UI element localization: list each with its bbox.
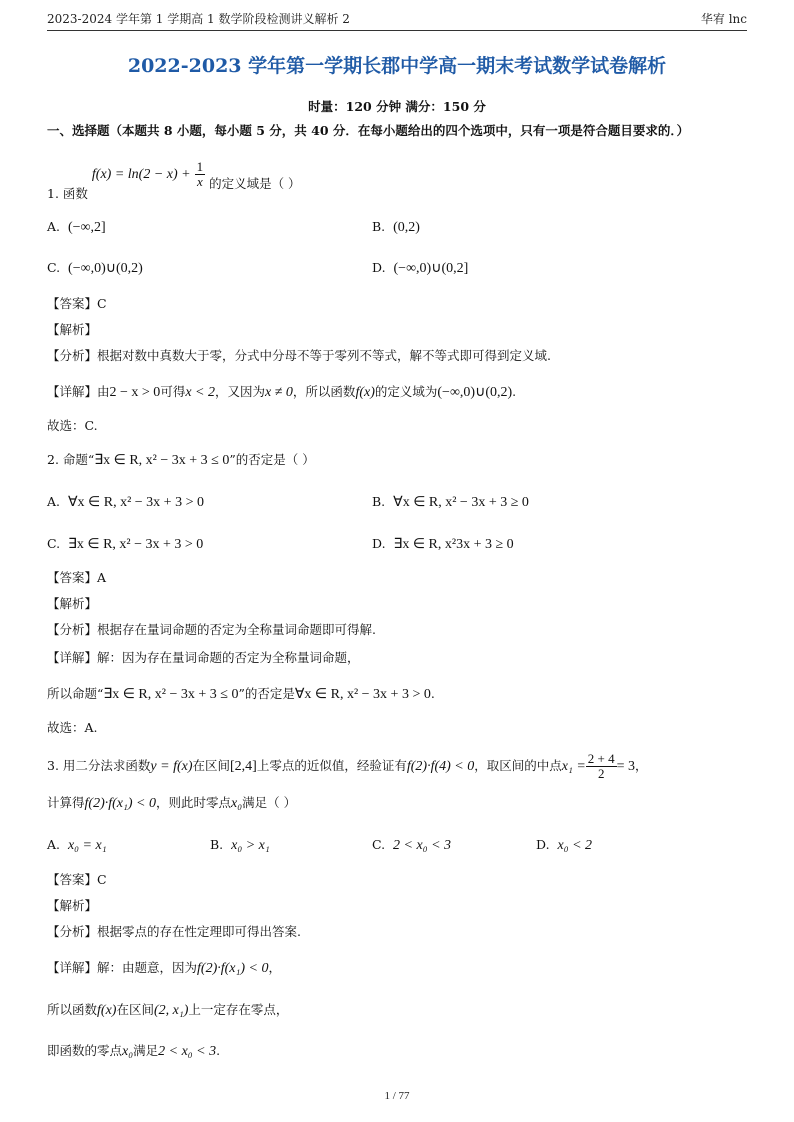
option-label: A. — [47, 837, 61, 852]
exam-meta: 时量：120 分钟 满分：150 分 — [308, 99, 486, 114]
text: ， — [635, 758, 648, 773]
q3-option-b — [210, 837, 270, 854]
q3-conclusion — [47, 1043, 220, 1060]
text: ，则此时零点 — [155, 795, 231, 810]
text: 计算得 — [47, 795, 85, 810]
option-value: (−∞,0)∪(0,2) — [68, 261, 143, 276]
option-label: B. — [372, 494, 386, 509]
math: ∃x ∈ R, x² − 3x + 3 ≤ 0 — [94, 453, 230, 468]
header-divider — [47, 30, 747, 31]
q3-fraction — [586, 752, 617, 781]
q1-option-b — [372, 219, 420, 236]
text: 【详解】由 — [47, 384, 110, 399]
option-value: ∀x ∈ R, x² − 3x + 3 ≥ 0 — [393, 495, 529, 510]
q1-fraction — [195, 160, 206, 189]
q1-prefix: 1. 函数 — [47, 186, 88, 201]
option-label: C. — [47, 260, 61, 275]
math: 2 − x > 0 — [109, 385, 161, 400]
header-right: 华宥 lnc — [700, 12, 747, 26]
math: ∃x ∈ R, x² − 3x + 3 ≤ 0 — [103, 687, 239, 702]
text: 【详解】解：由题意，因为 — [47, 960, 198, 975]
q2-answer: 【答案】A — [47, 570, 107, 585]
q1-stem — [47, 159, 301, 201]
q1-answer: 【答案】C — [47, 296, 107, 311]
option-label: B. — [372, 219, 386, 234]
q2-option-b — [372, 494, 529, 511]
q3-option-a — [47, 837, 107, 854]
math: [2,4] — [230, 759, 257, 774]
text: 3. 用二分法求函数 — [47, 758, 151, 773]
text: 所以函数 — [47, 1002, 98, 1017]
option-label: D. — [536, 837, 550, 852]
q1-suffix: 的定义域是（ ） — [209, 176, 301, 191]
q1-frac-den: x — [196, 174, 203, 189]
text: ”的否定是 — [238, 686, 295, 701]
option-value: ∃x ∈ R, x² − 3x + 3 > 0 — [68, 537, 204, 552]
q3-option-c — [372, 837, 451, 854]
text: ，又因为 — [215, 384, 266, 399]
math: x₁ = — [561, 759, 586, 774]
math: ∀x ∈ R, x² − 3x + 3 > 0 — [294, 687, 431, 702]
math: x₀ — [231, 796, 243, 811]
q3-analysis-label: 【解析】 — [47, 898, 98, 913]
section-heading: 一、选择题（本题共 8 小题，每小题 5 分，共 40 分．在每小题给出的四个选项中，只有一项是符合题目要求的．） — [47, 123, 690, 138]
q1-function: f(x) = ln(2 − x) + — [91, 167, 191, 182]
q2-conclusion — [47, 686, 435, 703]
q2-option-c — [47, 536, 203, 553]
option-label: A. — [47, 219, 61, 234]
math: x ≠ 0 — [265, 385, 293, 400]
q1-analysis-label: 【解析】 — [47, 322, 98, 337]
text: . — [216, 1043, 221, 1058]
text: 2. 命题“ — [47, 452, 95, 467]
text: . — [512, 384, 517, 399]
math: f(x) — [97, 1003, 117, 1018]
option-value: 2 < x₀ < 3 — [393, 838, 452, 853]
q1-option-a — [47, 219, 106, 236]
q1-option-c — [47, 260, 143, 277]
text: 的定义域为 — [374, 384, 438, 399]
math: (−∞,0)∪(0,2) — [437, 385, 513, 400]
text: ， — [268, 960, 281, 975]
text: 在区间 — [192, 758, 231, 773]
q3-stem-2 — [47, 795, 296, 812]
math: f(2)·f(x₁) < 0 — [84, 796, 156, 811]
option-label: D. — [372, 260, 386, 275]
text: 在区间 — [116, 1002, 154, 1017]
q2-detail: 【详解】解：因为存在量词命题的否定为全称量词命题， — [47, 650, 360, 665]
math: = 3 — [616, 759, 636, 774]
math: f(2)·f(x₁) < 0 — [197, 961, 269, 976]
option-value: x₀ > x₁ — [231, 838, 270, 853]
q3-option-d — [536, 837, 592, 854]
text: 所以命题“ — [47, 686, 104, 701]
option-label: B. — [210, 837, 224, 852]
math: (2, x₁) — [153, 1003, 189, 1018]
text: 可得 — [160, 384, 186, 399]
q1-option-d — [372, 260, 468, 277]
text: 上零点的近似值，经验证有 — [256, 758, 407, 773]
text: ，取区间的中点 — [474, 758, 562, 773]
option-value: (0,2) — [393, 220, 420, 235]
q3-stem-1 — [47, 752, 648, 781]
math: x < 2 — [185, 385, 215, 400]
q2-choose: 故选：A. — [47, 720, 98, 735]
text: 上一定存在零点， — [188, 1002, 289, 1017]
option-label: C. — [47, 536, 61, 551]
q3-answer: 【答案】C — [47, 872, 107, 887]
option-label: D. — [372, 536, 386, 551]
option-label: A. — [47, 494, 61, 509]
text: ”的否定是（ ） — [229, 452, 315, 467]
math: f(2)·f(4) < 0 — [406, 759, 475, 774]
option-label: C. — [372, 837, 386, 852]
q1-choose: 故选：C. — [47, 418, 98, 433]
text: 满足（ ） — [242, 795, 297, 810]
q1-detail — [47, 384, 516, 401]
page-number: 1 / 77 — [384, 1090, 410, 1102]
q3-detail — [47, 960, 281, 977]
header-left: 2023-2024 学年第 1 学期高 1 数学阶段检测讲义解析 2 — [47, 12, 350, 26]
frac-num: 2 + 4 — [587, 751, 615, 766]
option-value: x₀ < 2 — [557, 838, 593, 853]
page-title: 2022-2023 学年第一学期长郡中学高一期末考试数学试卷解析 — [127, 55, 667, 77]
option-value: (−∞,2] — [67, 220, 106, 235]
frac-den: 2 — [597, 766, 605, 781]
text: 即函数的零点 — [47, 1043, 123, 1058]
math: f(x) — [355, 385, 375, 400]
q2-option-a — [47, 494, 204, 511]
math: x₀ — [122, 1044, 134, 1059]
q1-frac-num: 1 — [196, 159, 204, 174]
q3-so — [47, 1002, 288, 1019]
text: . — [430, 686, 435, 701]
math: y = f(x) — [150, 759, 193, 774]
q2-stem — [47, 452, 315, 469]
text: 满足 — [133, 1043, 159, 1058]
text: ，所以函数 — [292, 384, 356, 399]
q1-fenxi: 【分析】根据对数中真数大于零，分式中分母不等于零列不等式，解不等式即可得到定义域. — [47, 348, 551, 363]
option-value: ∃x ∈ R, x²3x + 3 ≥ 0 — [393, 537, 514, 552]
option-value: (−∞,0)∪(0,2] — [393, 261, 469, 276]
math: 2 < x₀ < 3 — [158, 1044, 217, 1059]
q3-fenxi: 【分析】根据零点的存在性定理即可得出答案. — [47, 924, 301, 939]
q2-option-d — [372, 536, 514, 553]
option-value: ∀x ∈ R, x² − 3x + 3 > 0 — [67, 495, 204, 510]
option-value: x₀ = x₁ — [67, 838, 107, 853]
q2-fenxi: 【分析】根据存在量词命题的否定为全称量词命题即可得解. — [47, 622, 376, 637]
q2-analysis-label: 【解析】 — [47, 596, 98, 611]
